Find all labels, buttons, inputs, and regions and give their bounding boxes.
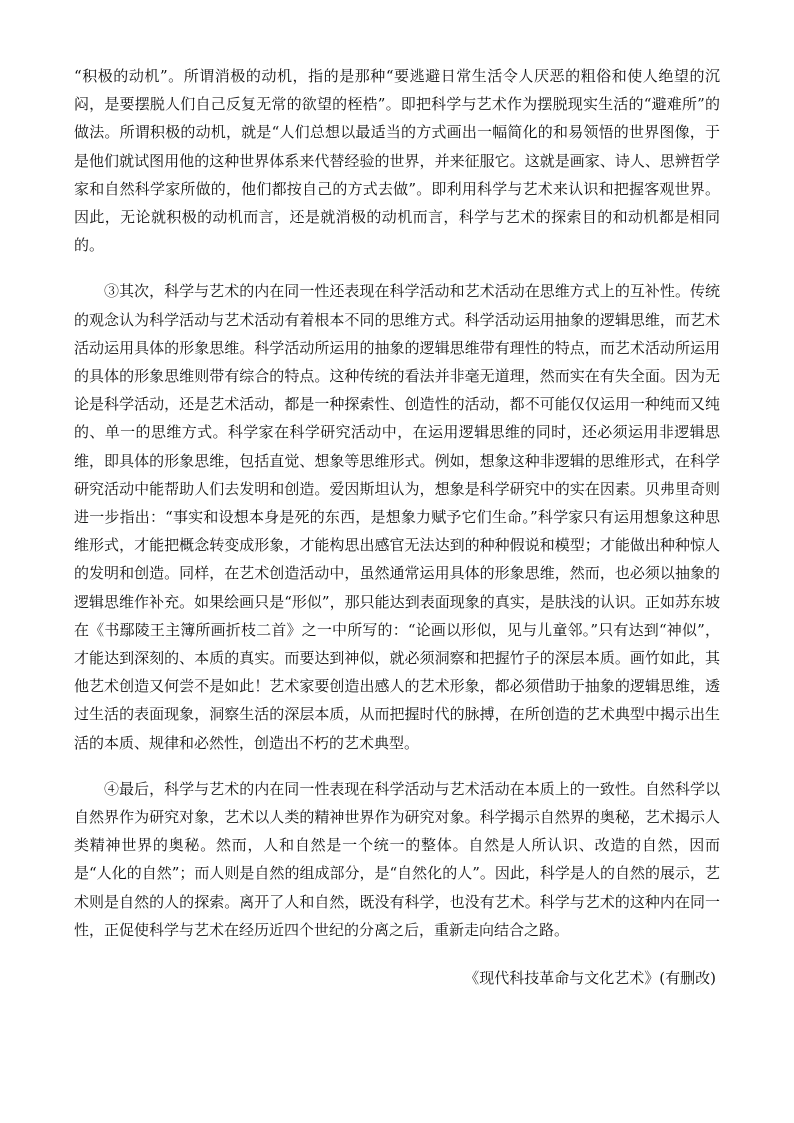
paragraph-continuation: “积极的动机”。所谓消极的动机，指的是那种“要逃避日常生活令人厌恶的粗俗和使人绝望的沉闷，是要摆脱人们自己反复无常的欲望的桎梏”。即把科学与艺术作为摆脱现实生活的“避难所”的做法。所谓积极的动机，就是“人们总想以最适当的方式画出一幅简化的和易领悟的世界图像，于是他们就试图用他的这种世界体系来代替经验的世界，并来征服它。这就是画家、诗人、思辨哲学家和自然科学家所做的，他们都按自己的方式去做”。即利用科学与艺术来认识和把握客观世界。因此，无论就积极的动机而言，还是就消极的动机而言，科学与艺术的探索目的和动机都是相同的。 (74, 67, 720, 255)
document-page (74, 62, 720, 992)
paragraph-3: ③其次，科学与艺术的内在同一性还表现在科学活动和艺术活动在思维方式上的互补性。传统的观念认为科学活动与艺术活动有着根本不同的思维方式。科学活动运用抽象的逻辑思维，而艺术活动运用具体的形象思维。科学活动所运用的抽象的逻辑思维带有理性的特点，而艺术活动所运用的具体的形象思维则带有综合的特点。这种传统的看法并非毫无道理，然而实在有失全面。因为无论是科学活动，还是艺术活动，都是一种探索性、创造性的活动，都不可能仅仅运用一种纯而又纯的、单一的思维方式。科学家在科学研究活动中，在运用逻辑思维的同时，还必须运用非逻辑思维，即具体的形象思维，包括直觉、想象等思维形式。例如，想象这种非逻辑的思维形式，在科学研究活动中能帮助人们去发明和创造。爱因斯坦认为，想象是科学研究中的实在因素。贝弗里奇则进一步指出：“事实和设想本身是死的东西，是想象力赋予它们生命。”科学家只有运用想象这种思维形式，才能把概念转变成形象，才能构思出感官无法达到的种种假说和模型；才能做出种种惊人的发明和创造。同样，在艺术创造活动中，虽然通常运用具体的形象思维，然而，也必须以抽象的逻辑思维作补充。如果绘画只是“形似”，那只能达到表面现象的真实，是肤浅的认识。正如苏东坡在《书鄢陵王主簿所画折枝二首》之一中所写的：“论画以形似，见与儿童邻。”只有达到“神似”，才能达到深刻的、本质的真实。而要达到神似，就必须洞察和把握竹子的深层本质。画竹如此，其他艺术创造又何尝不是如此！艺术家要创造出感人的艺术形象，都必须借助于抽象的逻辑思维，透过生活的表面现象，洞察生活的深层本质，从而把握时代的脉搏，在所创造的艺术典型中揭示出生活的本质、规律和必然性，创造出不朽的艺术典型。 (74, 282, 720, 752)
paragraph-4: ④最后，科学与艺术的内在同一性表现在科学活动与艺术活动在本质上的一致性。自然科学以自然界作为研究对象，艺术以人类的精神世界作为研究对象。科学揭示自然界的奥秘，艺术揭示人类精神世界的奥秘。然而，人和自然是一个统一的整体。自然是人所认识、改造的自然，因而是“人化的自然”；而人则是自然的组成部分，是“自然化的人”。因此，科学是人的自然的展示，艺术则是自然的人的探索。离开了人和自然，既没有科学，也没有艺术。科学与艺术的这种内在同一性，正促使科学与艺术在经历近四个世纪的分离之后，重新走向结合之路。 (74, 779, 720, 939)
source-citation: 《现代科技革命与文化艺术》(有删改) (464, 969, 716, 988)
